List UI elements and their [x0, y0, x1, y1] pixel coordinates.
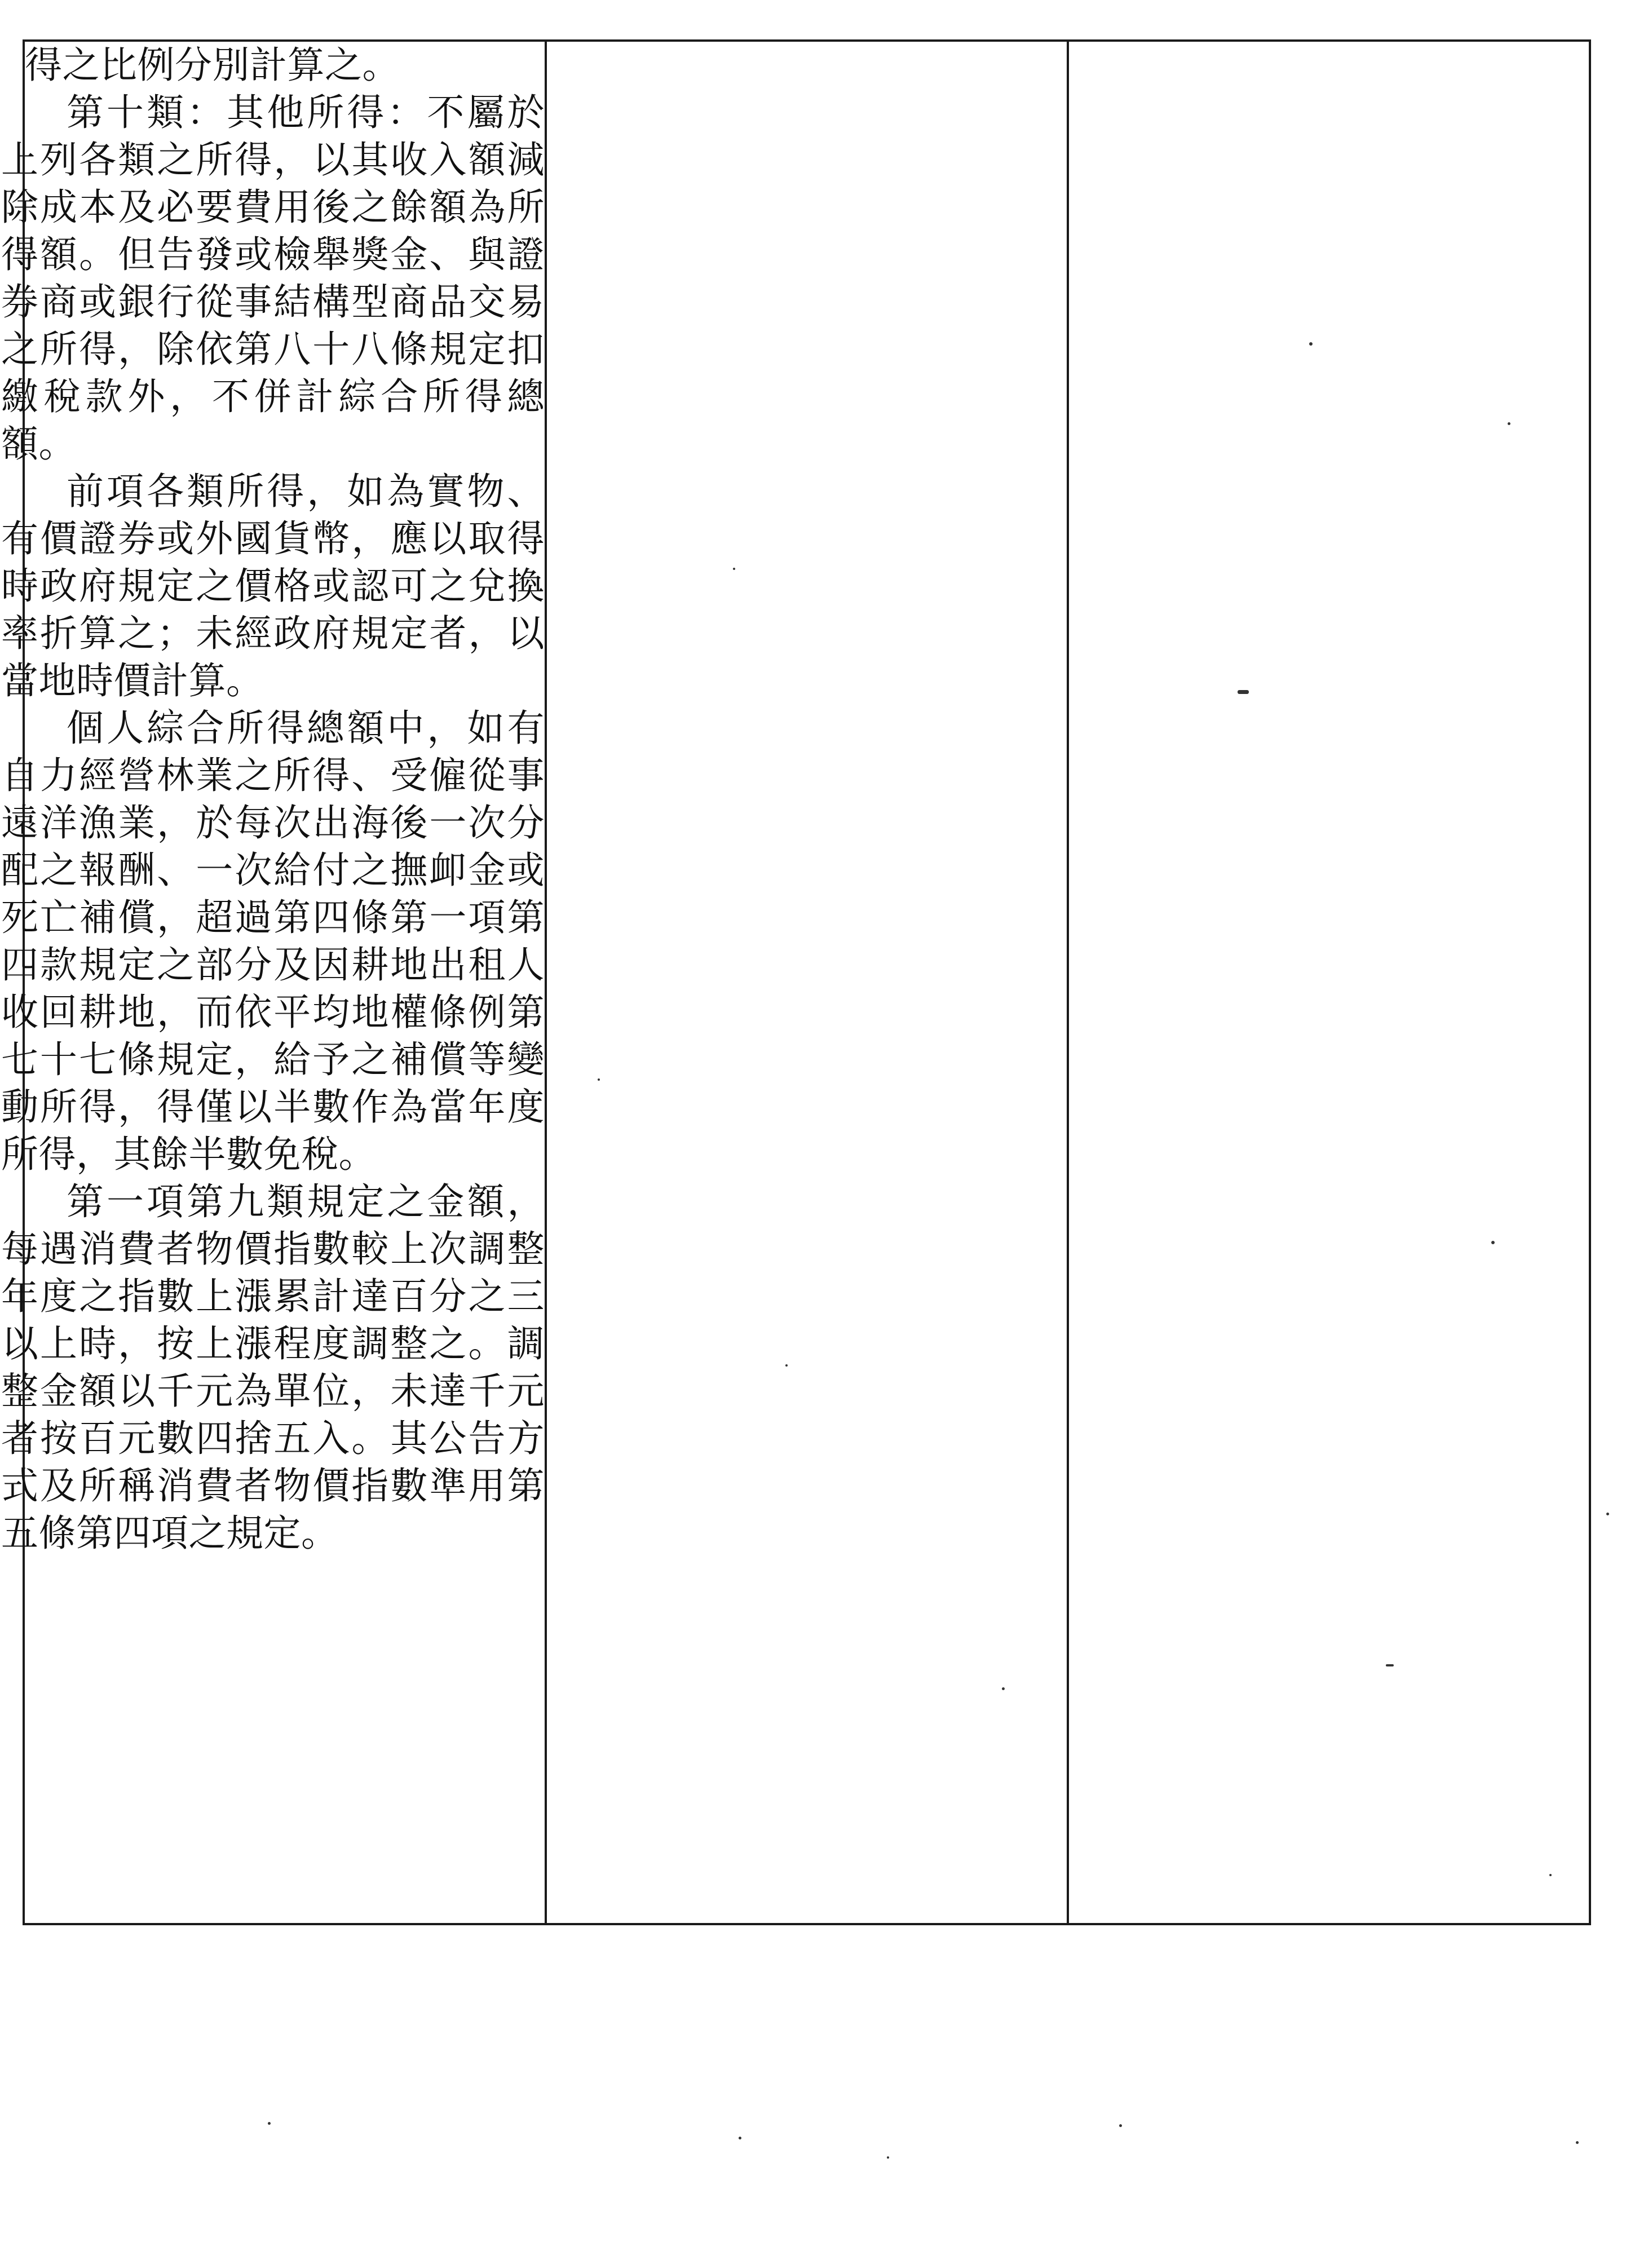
- scan-speck: [598, 1078, 600, 1081]
- scan-speck: [1238, 690, 1249, 694]
- scan-speck: [1002, 1687, 1005, 1690]
- scan-speck: [1606, 1513, 1609, 1515]
- scan-speck: [739, 2137, 741, 2139]
- scan-speck: [1549, 1874, 1552, 1876]
- scan-speck: [1119, 2124, 1122, 2127]
- scan-speck: [1386, 1664, 1394, 1666]
- paragraph-category-ten: 第十類：其他所得：不屬於上列各類之所得，以其收入額減除成本及必要費用後之餘額為所得額。但告發或檢舉獎金、與證券商或銀行從事結構型商品交易之所得，除依第八十八條規定扣繳稅款外，不併計綜合所得總額。: [1, 91, 545, 466]
- paragraph-variable-income: 個人綜合所得總額中，如有自力經營林業之所得、受僱從事遠洋漁業，於每次出海後一次分配之報酬、一次給付之撫卹金或死亡補償，超過第四條第一項第四款規定之部分及因耕地出租人收回耕地，而依平均地權條例第七十七條規定，給予之補償等變動所得，得僅以半數作為當年度所得，其餘半數免稅。: [1, 706, 545, 1176]
- scan-speck: [1576, 2141, 1579, 2144]
- scan-speck: [268, 2122, 271, 2125]
- paragraph-continuation: 得之比例分別計算之。: [25, 43, 400, 87]
- paragraph-cpi-adjustment: 第一項第九類規定之金額，每遇消費者物價指數較上次調整年度之指數上漲累計達百分之三以上時，按上漲程度調整之。調整金額以千元為單位，未達千元者按百元數四捨五入。其公告方式及所稱消費者物價指數準用第五條第四項之規定。: [1, 1180, 545, 1555]
- middle-column: [546, 41, 1068, 1924]
- law-text-column: [1, 41, 546, 1924]
- comparison-table: [1, 39, 1591, 1925]
- scan-speck: [887, 2156, 889, 2159]
- right-column: [1068, 41, 1590, 1924]
- paragraph-in-kind-income: 前項各類所得，如為實物、有價證券或外國貨幣，應以取得時政府規定之價格或認可之兌換率折算之；未經政府規定者，以當地時價計算。: [1, 470, 545, 702]
- scan-speck: [1309, 342, 1313, 346]
- scan-speck: [733, 568, 735, 570]
- scan-speck: [1508, 422, 1510, 425]
- scan-speck: [1491, 1241, 1495, 1244]
- scan-speck: [785, 1364, 788, 1367]
- table-row: [24, 41, 1590, 1924]
